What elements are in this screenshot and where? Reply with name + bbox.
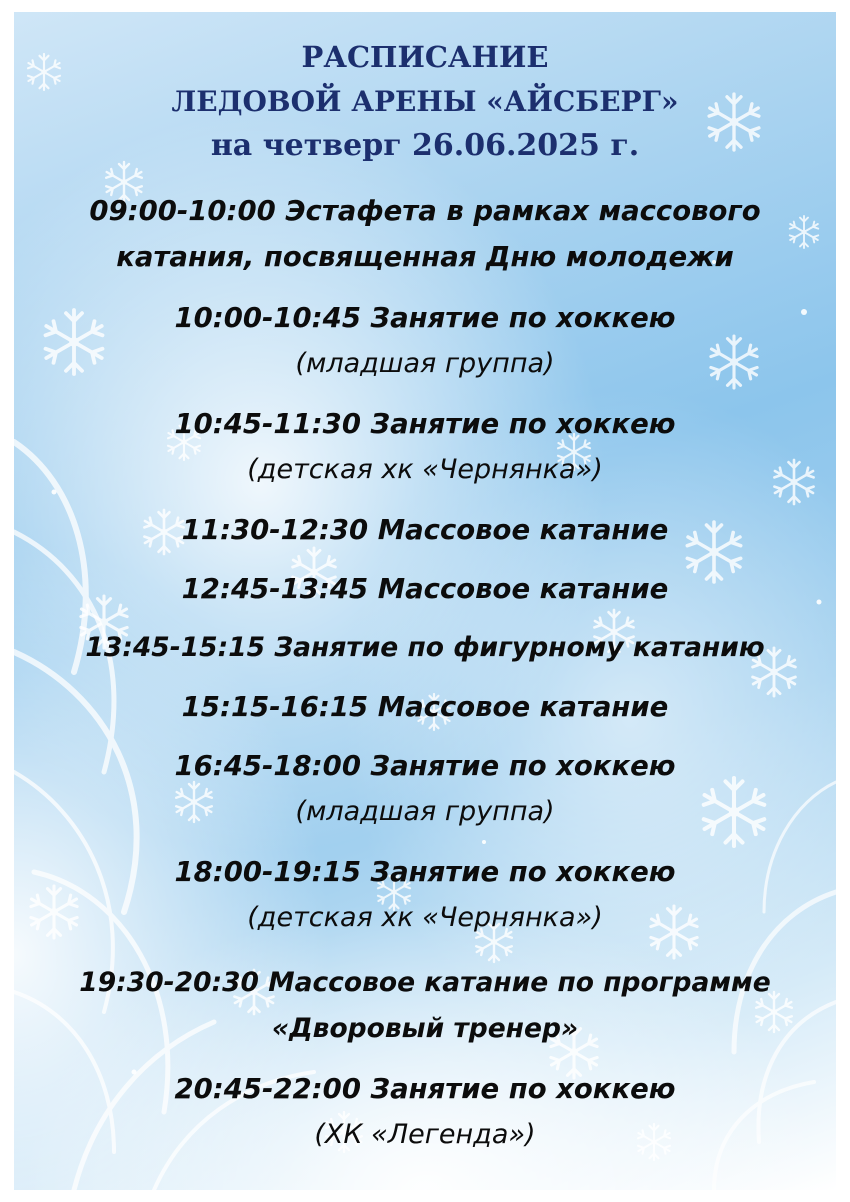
schedule-item: [14, 295, 836, 387]
schedule-item-note: (детская хк «Чернянка»): [247, 902, 603, 933]
schedule-item-text-cont: катания, посвященная Дню молодежи: [116, 241, 734, 273]
schedule-item-text: 13:45-15:15 Занятие по фигурному катанию: [85, 632, 765, 663]
schedule-item-text: 09:00-10:00 Эстафета в рамках массового: [89, 195, 761, 227]
schedule-poster: [14, 12, 836, 1190]
schedule-item-text: 16:45-18:00 Занятие по хоккею: [174, 750, 676, 782]
schedule-item-text: 11:30-12:30 Массовое катание: [181, 514, 669, 546]
schedule-date: на четверг 26.06.2025 г.: [210, 128, 640, 163]
schedule-item-note: (детская хк «Чернянка»): [247, 454, 603, 485]
schedule-item: [14, 566, 836, 612]
schedule-item-text: 12:45-13:45 Массовое катание: [181, 573, 669, 605]
schedule-item: [14, 188, 836, 280]
schedule-item-text: 18:00-19:15 Занятие по хоккею: [174, 856, 676, 888]
schedule-item: [14, 743, 836, 835]
arena-name: ЛЕДОВОЙ АРЕНЫ «АЙСБЕРГ»: [171, 85, 679, 118]
schedule-item-note: (младшая группа): [295, 796, 555, 827]
schedule-item-text: 15:15-16:15 Массовое катание: [181, 691, 669, 723]
schedule-item: [14, 849, 836, 941]
schedule-item-text: 10:00-10:45 Занятие по хоккею: [174, 302, 676, 334]
schedule-item: [14, 960, 836, 1052]
page-title: РАСПИСАНИЕ: [301, 40, 549, 74]
schedule-item-note: (ХК «Легенда»): [314, 1119, 536, 1150]
schedule-item: [14, 401, 836, 493]
schedule-item-text-cont: «Дворовый тренер»: [271, 1013, 579, 1044]
schedule-item-text: 10:45-11:30 Занятие по хоккею: [174, 408, 676, 440]
schedule-item-text: 19:30-20:30 Массовое катание по программе: [79, 967, 771, 998]
schedule-item: [14, 684, 836, 730]
schedule-item-note: (младшая группа): [295, 348, 555, 379]
schedule-item-text: 20:45-22:00 Занятие по хоккею: [174, 1073, 676, 1105]
schedule-item: [14, 1066, 836, 1158]
schedule-item: [14, 625, 836, 671]
schedule-item: [14, 507, 836, 553]
